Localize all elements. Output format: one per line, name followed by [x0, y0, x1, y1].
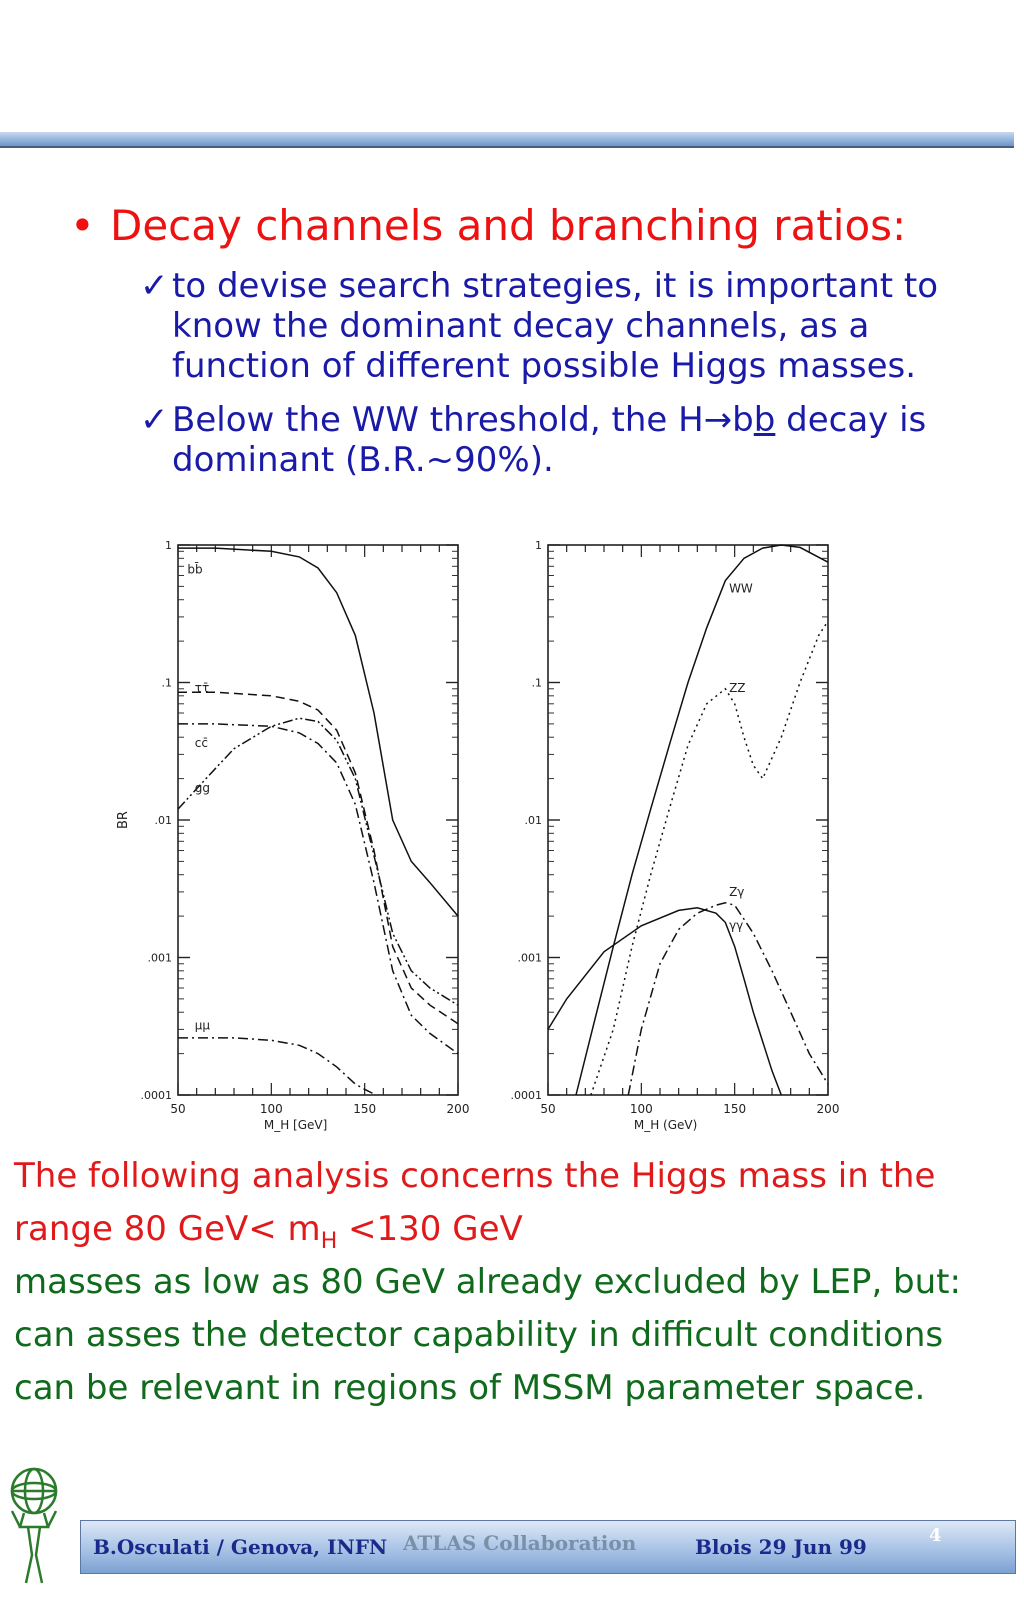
x-tick-label: 50 — [540, 1102, 556, 1116]
y-tick-label: .1 — [161, 676, 172, 690]
y-tick-label: .01 — [154, 814, 172, 827]
series-line-3 — [178, 718, 458, 1005]
footer-page-number: 4 — [929, 1525, 942, 1546]
mass-range-pre: range 80 GeV< m — [14, 1209, 321, 1249]
series-line-0 — [576, 545, 828, 1095]
y-tick-label: .001 — [517, 951, 542, 965]
sub-bullet-2-text — [172, 400, 980, 480]
footer-author: B.Osculati / Genova, INFN — [93, 1535, 388, 1559]
lep-note-line-1: masses as low as 80 GeV already excluded by LEP, but: — [14, 1262, 961, 1302]
x-tick-label: 200 — [446, 1102, 470, 1116]
footer-bar — [80, 1520, 1016, 1574]
series-label: μμ — [194, 1018, 211, 1033]
y-tick-label: .0001 — [140, 1089, 172, 1102]
y-tick-label: .0001 — [510, 1089, 542, 1102]
series-label: γγ — [729, 918, 744, 933]
bbar-symbol: b — [753, 400, 776, 440]
series-line-2 — [178, 724, 458, 1054]
y-tick-label: .1 — [531, 676, 542, 690]
chart-fermion-decays — [116, 539, 469, 1132]
sub-bullet-2 — [140, 400, 980, 480]
x-tick-label: 200 — [816, 1102, 840, 1116]
check-arrow-icon: ✓ — [140, 400, 169, 440]
y-tick-label: 1 — [535, 539, 542, 552]
y-tick-label: 1 — [165, 539, 172, 552]
chart-boson-decays — [511, 539, 840, 1132]
header-bar — [0, 132, 1014, 148]
check-arrow-icon: ✓ — [140, 266, 169, 306]
x-tick-label: 100 — [629, 1102, 653, 1116]
series-line-0 — [178, 548, 458, 916]
x-tick-label: 50 — [170, 1102, 186, 1116]
sub-bullet-2-pre: Below the WW threshold, the H→b — [172, 400, 754, 440]
series-line-1 — [591, 621, 828, 1095]
lep-note-line-2: can asses the detector capability in difficult conditions — [14, 1315, 944, 1355]
lep-note-line-3: can be relevant in regions of MSSM parameter space. — [14, 1368, 926, 1408]
sub-bullet-1-text: to devise search strategies, it is important to know the dominant decay channels, as a function of different possible Higgs masses. — [172, 266, 939, 386]
analysis-note-line-1: The following analysis concerns the Higgs mass in the — [14, 1156, 936, 1196]
section-heading-text: Decay channels and branching ratios: — [110, 201, 907, 250]
series-line-4 — [178, 1038, 376, 1095]
atlas-logo-icon — [6, 1465, 66, 1585]
sub-bullet-1 — [140, 266, 980, 386]
sub-bullet-2-post: decay is dominant (B.R.~90%). — [172, 400, 927, 480]
y-axis-label: BR — [116, 811, 131, 829]
footer-collaboration: ATLAS Collaboration — [403, 1531, 637, 1555]
mass-subscript: H — [320, 1228, 338, 1254]
series-label: WW — [729, 581, 753, 596]
series-label: gg — [194, 780, 211, 795]
x-tick-label: 100 — [259, 1102, 283, 1116]
section-heading — [70, 200, 970, 252]
x-axis-label: M_H [GeV] — [263, 1118, 328, 1132]
branching-ratio-plots — [0, 530, 1024, 1140]
y-tick-label: .01 — [524, 814, 542, 827]
bullet-marker: • — [70, 201, 95, 250]
footer-date: Blois 29 Jun 99 — [695, 1535, 867, 1559]
x-tick-label: 150 — [353, 1102, 377, 1116]
y-tick-label: .001 — [147, 951, 172, 965]
series-line-1 — [178, 692, 458, 1024]
series-label: bb̄ — [187, 562, 203, 577]
x-tick-label: 150 — [723, 1102, 747, 1116]
plot-frame — [548, 545, 828, 1095]
series-label: cc̄ — [194, 735, 209, 750]
series-label: ZZ — [729, 681, 746, 696]
series-label: Zγ — [729, 885, 745, 900]
x-axis-label: M_H (GeV) — [633, 1118, 698, 1132]
series-label: ττ̄ — [194, 681, 210, 696]
mass-range-post: <130 GeV — [337, 1209, 523, 1249]
plot-frame — [178, 545, 458, 1095]
